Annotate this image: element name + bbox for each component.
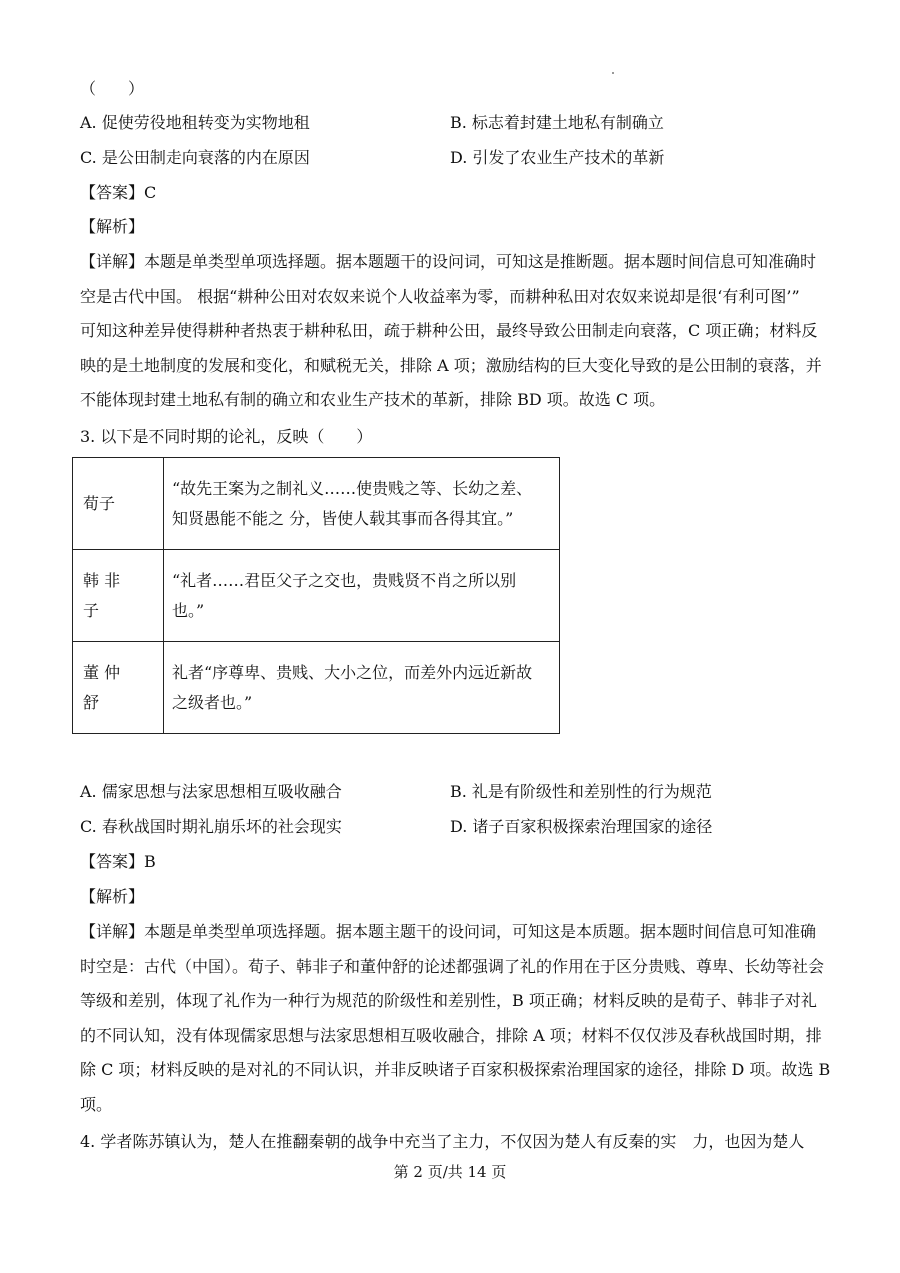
author-name: 荀子 <box>83 493 116 513</box>
quote-line: “礼者……君臣父子之交也，贵贱贤不肖之所以别 <box>172 570 517 590</box>
q2-detail-line: 可知这种差异使得耕种者热衷于耕种私田，疏于耕种公田，最终导致公田制走向衰落，C 项正确；材料反 <box>80 321 818 340</box>
q2-option-c: C. 是公田制走向衰落的内在原因 <box>80 148 310 167</box>
q3-answer: 【答案】B <box>80 852 156 871</box>
author-name: 董 仲 <box>83 662 121 682</box>
quote-line: “故先王案为之制礼义……使贵贱之等、长幼之差、 <box>172 478 533 498</box>
quote-line: 之级者也。” <box>172 692 253 712</box>
q3-detail-line: 时空是：古代（中国）。荀子、韩非子和董仲舒的论述都强调了礼的作用在于区分贵贱、尊卑、长幼等社会 <box>80 956 825 976</box>
q3-detail-line: 的不同认知，没有体现儒家思想与法家思想相互吸收融合，排除 A 项；材料不仅仅涉及春秋战国时期，排 <box>80 1025 822 1045</box>
q3-option-c: C. 春秋战国时期礼崩乐坏的社会现实 <box>80 817 342 836</box>
table-cell-author <box>73 550 164 642</box>
q3-detail <box>80 922 831 1129</box>
table-cell-quote <box>164 550 560 642</box>
author-name: 舒 <box>83 692 100 712</box>
q3-option-a: A. 儒家思想与法家思想相互吸收融合 <box>80 782 342 801</box>
quote-line: 知贤愚能不能之 分，皆使人载其事而各得其宜。” <box>172 508 514 528</box>
table-cell-author <box>73 642 164 734</box>
q2-detail-line: 不能体现封建土地私有制的确立和农业生产技术的革新，排除 BD 项。故选 C 项。 <box>80 390 666 409</box>
q3-source-table <box>72 457 560 734</box>
quote-line: 也。” <box>172 600 205 620</box>
page-footer: 第 2 页/共 14 页 <box>393 1163 507 1181</box>
q2-detail-line: 【详解】本题是单类型单项选择题。据本题题干的设问词，可知这是推断题。据本题时间信息可知准确时 <box>80 252 817 271</box>
table-cell-author <box>73 458 164 550</box>
table-row <box>73 550 560 642</box>
q3-detail-line: 项。 <box>80 1094 113 1114</box>
q4-stem: 4. 学者陈苏镇认为，楚人在推翻秦朝的战争中充当了主力，不仅因为楚人有反秦的实 力，也因为楚人 <box>80 1132 805 1151</box>
table-cell-quote <box>164 458 560 550</box>
quote-line: 礼者“序尊卑、贵贱、大小之位，而差外内远近新故 <box>172 662 533 682</box>
q3-detail-line: 等级和差别，体现了礼作为一种行为规范的阶级性和差别性，B 项正确；材料反映的是荀子、韩非子对礼 <box>80 991 817 1010</box>
q2-detail-line: 映的是土地制度的发展和变化，和赋税无关，排除 A 项；激励结构的巨大变化导致的是公田制的衰落，并 <box>80 355 822 375</box>
scan-speck <box>612 72 614 74</box>
q3-option-d: D. 诸子百家积极探索治理国家的途径 <box>450 817 713 836</box>
q2-detail-line: 空是古代中国。 根据“耕种公田对农奴来说个人收益率为零，而耕种私田对农奴来说却是很‘有利可图’” <box>80 286 800 306</box>
q2-stem-tail: （ ） <box>80 79 145 98</box>
table-row <box>73 458 560 550</box>
table-row <box>73 642 560 734</box>
q2-option-b: B. 标志着封建土地私有制确立 <box>450 113 664 132</box>
author-name: 子 <box>83 600 100 620</box>
q2-option-a: A. 促使劳役地租转变为实物地租 <box>80 113 310 132</box>
q3-stem: 3. 以下是不同时期的论礼，反映（ ） <box>80 427 373 446</box>
q2-analysis-label: 【解析】 <box>80 217 145 236</box>
q3-analysis-label: 【解析】 <box>80 887 145 906</box>
author-name: 韩 非 <box>83 570 121 590</box>
q3-detail-line: 【详解】本题是单类型单项选择题。据本题主题干的设问词，可知这是本质题。据本题时间信息可知准确 <box>80 922 817 941</box>
q3-option-b: B. 礼是有阶级性和差别性的行为规范 <box>450 782 712 801</box>
q2-answer: 【答案】C <box>80 183 157 202</box>
q2-option-d: D. 引发了农业生产技术的革新 <box>450 148 665 167</box>
q2-detail <box>80 252 825 425</box>
table-cell-quote <box>164 642 560 734</box>
q3-detail-line: 除 C 项；材料反映的是对礼的不同认识，并非反映诸子百家积极探索治理国家的途径，排除 D 项。故选 B <box>80 1060 831 1079</box>
